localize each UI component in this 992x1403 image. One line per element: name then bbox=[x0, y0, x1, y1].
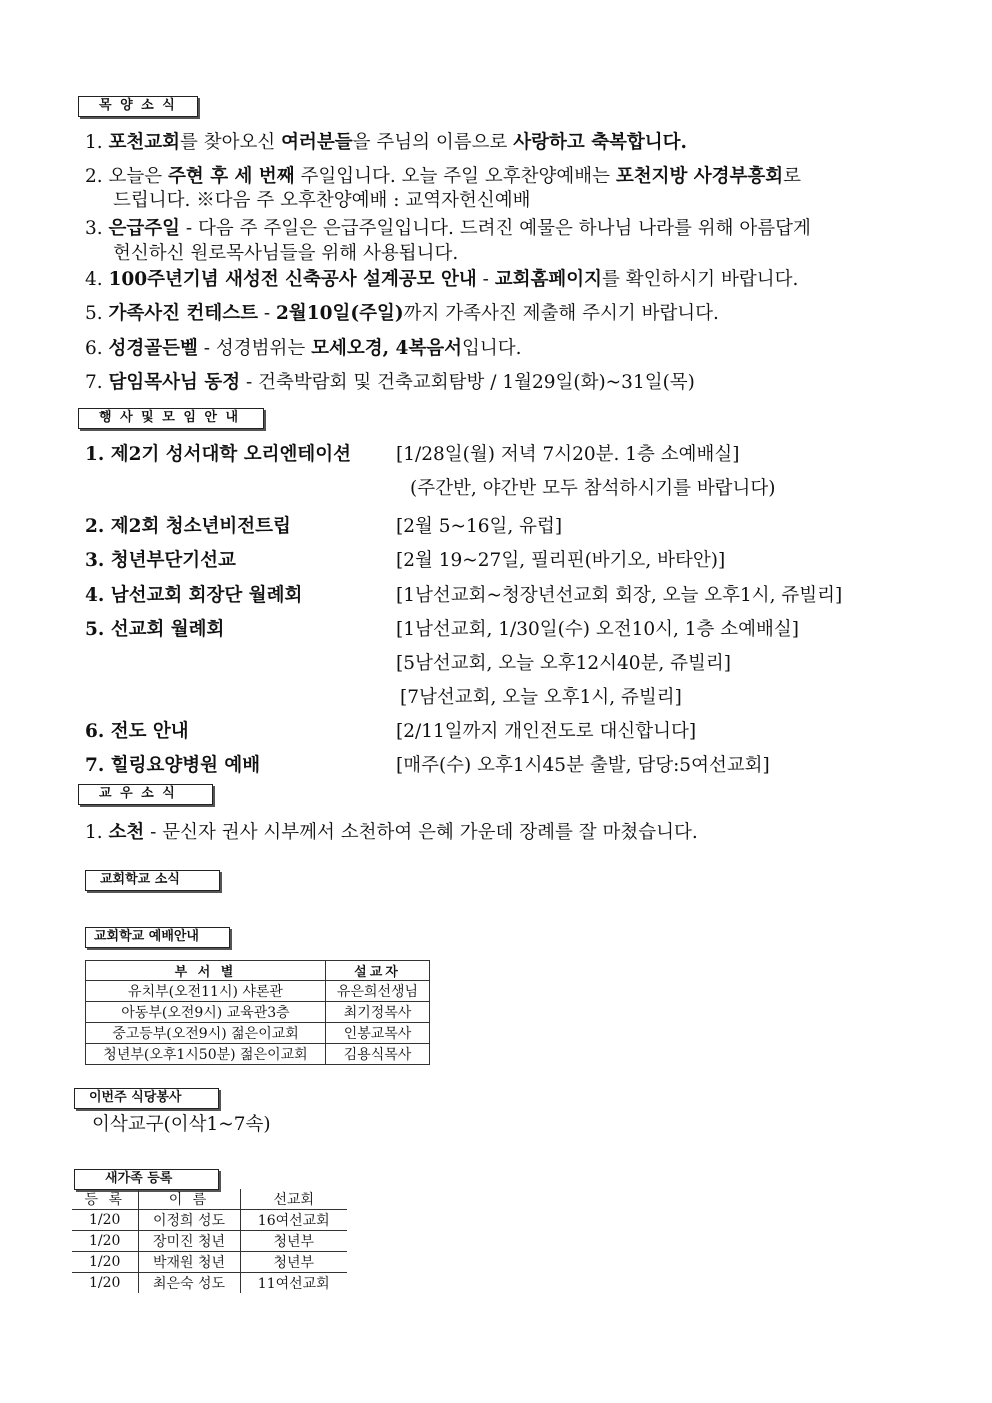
col-header-name: 이 름 bbox=[138, 1189, 240, 1210]
table-cell: 1/20 bbox=[72, 1231, 138, 1252]
event-5-detail: [1남선교회, 1/30일(수) 오전10시, 1층 소예배실] bbox=[396, 619, 799, 640]
section-school-worship-label: 교회학교 예배안내 bbox=[85, 927, 230, 948]
pastoral-item-5: 5. 가족사진 컨테스트 - 2월10일(주일)까지 가족사진 제출해 주시기 바랍니다. bbox=[85, 303, 719, 324]
col-header-mission: 선교회 bbox=[240, 1189, 347, 1210]
event-4-title: 4. 남선교회 회장단 월례회 bbox=[85, 585, 303, 606]
event-7-detail: [매주(수) 오후1시45분 출발, 담당:5여선교회] bbox=[396, 755, 770, 776]
kitchen-service-text: 이삭교구(이삭1~7속) bbox=[92, 1114, 271, 1135]
table-cell: 장미진 청년 bbox=[138, 1231, 240, 1252]
section-school-label: 교회학교 소식 bbox=[85, 870, 220, 891]
section-pastoral-label: 목 양 소 식 bbox=[78, 96, 198, 117]
col-header-preacher: 설교자 bbox=[326, 961, 430, 981]
pastoral-item-6: 6. 성경골든벨 - 성경범위는 모세오경, 4복음서입니다. bbox=[85, 338, 522, 359]
table-cell: 유치부(오전11시) 샤론관 bbox=[86, 981, 326, 1002]
event-4-detail: [1남선교회~청장년선교회 회장, 오늘 오후1시, 쥬빌리] bbox=[396, 585, 843, 606]
col-header-date: 등 록 bbox=[72, 1189, 138, 1210]
members-item-1: 1. 소천 - 문신자 권사 시부께서 소천하여 은혜 가운데 장례를 잘 마쳤습니다. bbox=[85, 822, 698, 843]
table-cell: 박재원 청년 bbox=[138, 1252, 240, 1273]
table-row bbox=[72, 1252, 347, 1273]
section-members-label: 교 우 소 식 bbox=[78, 784, 213, 805]
table-cell: 1/20 bbox=[72, 1252, 138, 1273]
section-new-family-label: 새가족 등록 bbox=[74, 1169, 219, 1190]
table-cell: 아동부(오전9시) 교육관3층 bbox=[86, 1002, 326, 1023]
event-5-detail-3: [7남선교회, 오늘 오후1시, 쥬빌리] bbox=[400, 687, 682, 708]
event-1-detail-2: (주간반, 야간반 모두 참석하시기를 바랍니다) bbox=[410, 478, 776, 499]
event-5-title: 5. 선교회 월례회 bbox=[85, 619, 225, 640]
pastoral-item-3: 3. 은급주일 - 다음 주 주일은 은급주일입니다. 드려진 예물은 하나님 나라를 위해 아름답게 bbox=[85, 218, 811, 239]
section-events-label: 행 사 및 모 임 안 내 bbox=[78, 408, 264, 429]
event-3-title: 3. 청년부단기선교 bbox=[85, 550, 236, 571]
new-family-table bbox=[72, 1189, 347, 1293]
col-header-dept: 부 서 별 bbox=[86, 961, 326, 981]
table-cell: 이정희 성도 bbox=[138, 1210, 240, 1231]
event-5-detail-2: [5남선교회, 오늘 오후12시40분, 쥬빌리] bbox=[396, 653, 732, 674]
table-row bbox=[86, 1044, 430, 1065]
table-cell: 최기정목사 bbox=[326, 1002, 430, 1023]
section-kitchen-label: 이번주 식당봉사 bbox=[74, 1088, 219, 1109]
school-worship-table bbox=[85, 960, 430, 1065]
table-row bbox=[86, 1023, 430, 1044]
table-cell: 11여선교회 bbox=[257, 1276, 330, 1292]
table-row bbox=[72, 1231, 347, 1252]
pastoral-item-7: 7. 담임목사님 동정 - 건축박람회 및 건축교회탐방 / 1월29일(화)~31일(목) bbox=[85, 372, 695, 393]
event-2-detail: [2월 5~16일, 유럽] bbox=[396, 516, 563, 537]
table-cell: 인봉교목사 bbox=[326, 1023, 430, 1044]
table-cell: 1/20 bbox=[72, 1210, 138, 1231]
pastoral-item-2: 2. 오늘은 주현 후 세 번째 주일입니다. 오늘 주일 오후찬양예배는 포천지방 사경부흥회로 bbox=[85, 166, 801, 187]
event-7-title: 7. 힐링요양병원 예배 bbox=[85, 755, 261, 776]
pastoral-item-3-cont: 헌신하신 원로목사님들을 위해 사용됩니다. bbox=[113, 243, 459, 264]
pastoral-item-4: 4. 100주년기념 새성전 신축공사 설계공모 안내 - 교회홈페이지를 확인하시기 바랍니다. bbox=[85, 269, 799, 290]
event-1-detail: [1/28일(월) 저녁 7시20분. 1층 소예배실] bbox=[396, 444, 740, 465]
table-cell: 중고등부(오전9시) 젊은이교회 bbox=[86, 1023, 326, 1044]
pastoral-item-2-cont: 드립니다. ※다음 주 오후찬양예배 : 교역자헌신예배 bbox=[113, 190, 531, 211]
table-row bbox=[72, 1210, 347, 1231]
table-cell: 16여선교회 bbox=[240, 1210, 347, 1231]
pastoral-item-1: 1. 포천교회를 찾아오신 여러분들을 주님의 이름으로 사랑하고 축복합니다. bbox=[85, 132, 687, 153]
event-6-title: 6. 전도 안내 bbox=[85, 721, 189, 742]
table-cell: 청년부 bbox=[240, 1252, 347, 1273]
table-row bbox=[72, 1273, 347, 1294]
table-cell: 청년부(오후1시50분) 젊은이교회 bbox=[86, 1044, 326, 1065]
event-6-detail: [2/11일까지 개인전도로 대신합니다] bbox=[396, 721, 697, 742]
table-cell: 유은희선생님 bbox=[326, 981, 430, 1002]
table-cell: 김용식목사 bbox=[326, 1044, 430, 1065]
table-row bbox=[86, 981, 430, 1002]
table-cell: 1/20 bbox=[72, 1273, 138, 1294]
table-cell: 청년부 bbox=[240, 1231, 347, 1252]
event-3-detail: [2월 19~27일, 필리핀(바기오, 바타안)] bbox=[396, 550, 726, 571]
table-cell: 최은숙 성도 bbox=[138, 1273, 240, 1294]
table-row bbox=[86, 1002, 430, 1023]
event-2-title: 2. 제2회 청소년비전트립 bbox=[85, 516, 291, 537]
event-1-title: 1. 제2기 성서대학 오리엔테이션 bbox=[85, 444, 351, 465]
